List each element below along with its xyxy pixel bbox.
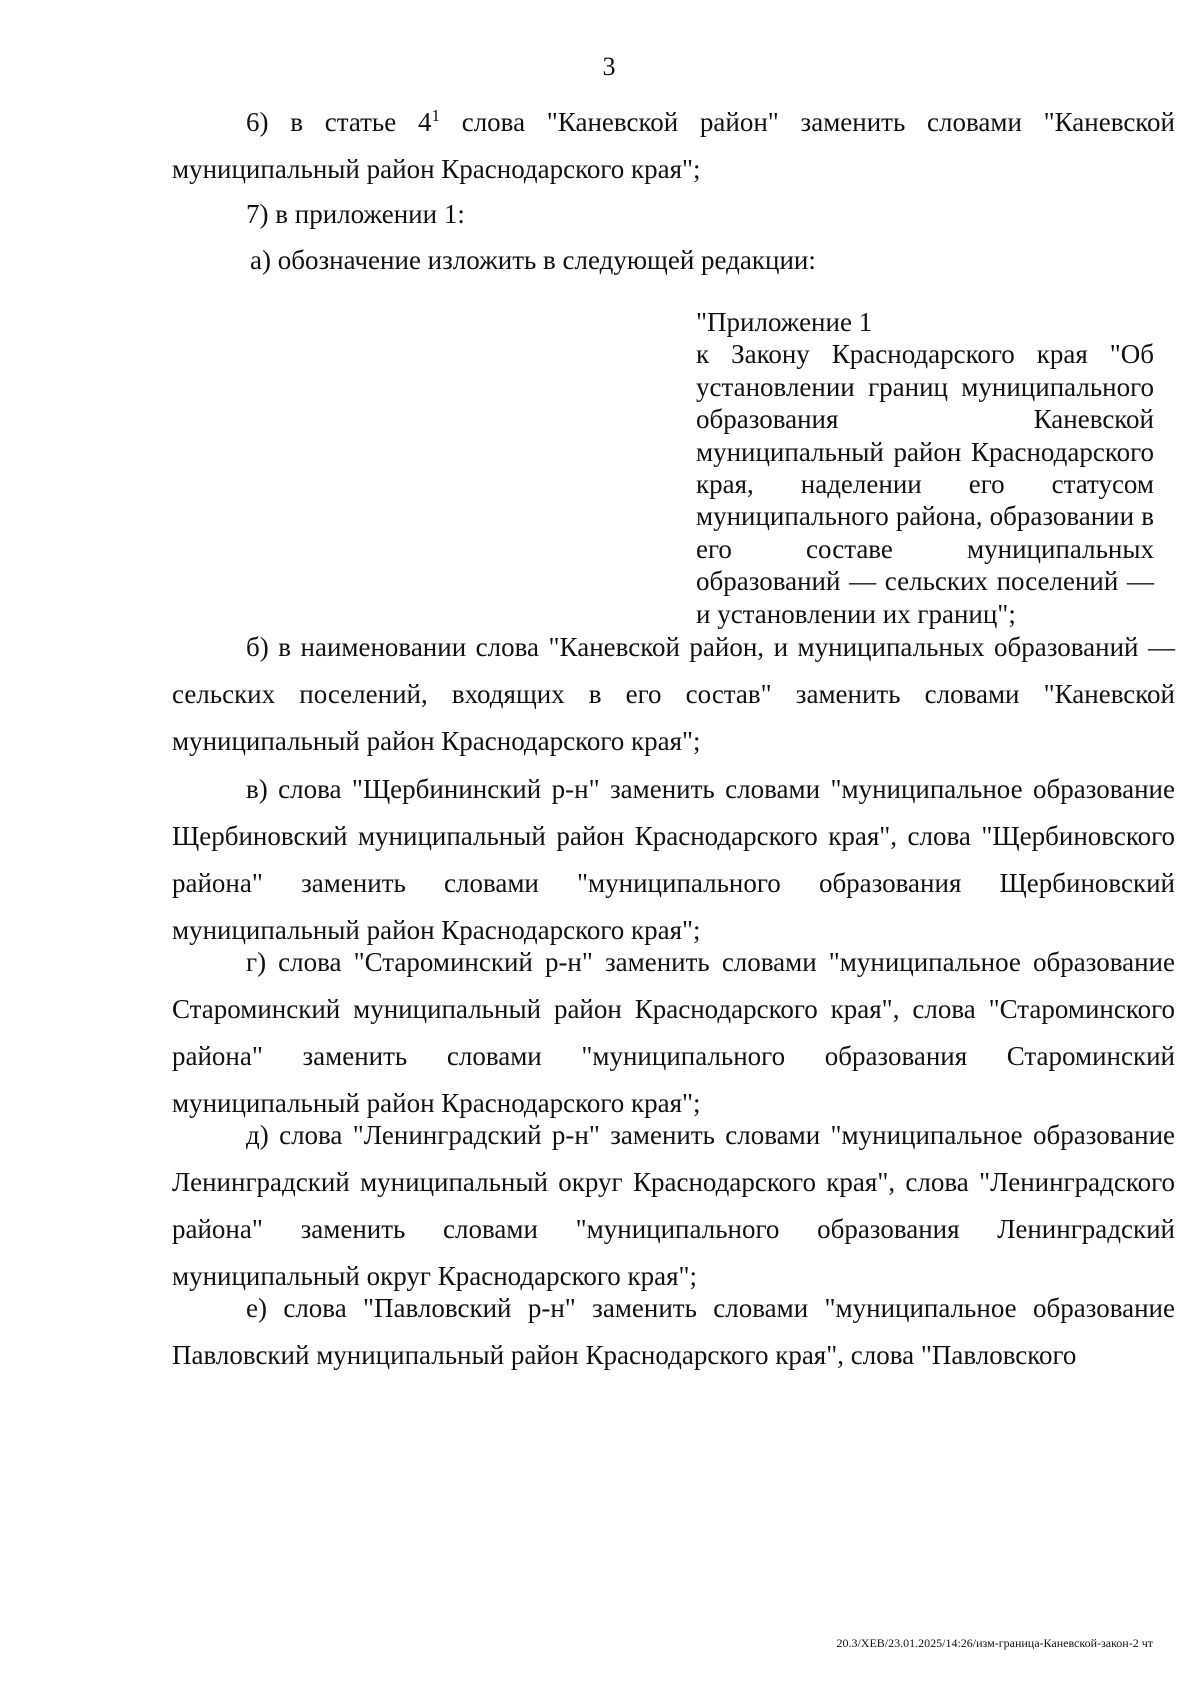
paragraph-item-7e: е) слова "Павловский р-н" заменить словами "муниципальное образование Павловский муниципальный район Краснодарского края", слова "Павловского [172,1293,1175,1370]
paragraph-item-7g: г) слова "Староминский р-н" заменить словами "муниципальное образование Староминский муниципальный район Краснодарского края", слова "Староминского района" заменить словами "муниципального образования Староминский муниципальный район Краснодарского края"; [172,947,1175,1118]
item-6-text-start: 6) в статье 4 [246,107,432,137]
paragraph-item-7a: а) обозначение изложить в следующей редакции: [250,245,816,275]
paragraph-item-7b: б) в наименовании слова "Каневской район, и муниципальных образований — сельских поселений, входящих в его состав" заменить словами "Каневской муниципальный район Краснодарского края"; [172,632,1175,756]
appendix-caption-body: к Закону Краснодарского края "Об установлении границ муниципального образования Каневской муниципальный район Краснодарского края, наделении его статусом муниципального района, образовании в его составе муниципальных образований — сельских поселений — и установлении их границ"; [696,339,1154,629]
paragraph-item-7: 7) в приложении 1: [246,199,465,229]
paragraph-item-7v: в) слова "Щербининский р-н" заменить словами "муниципальное образование Щербиновский муниципальный район Краснодарского края", слова "Щербиновского района" заменить словами "муниципального образования Щербиновский муниципальный район Краснодарского края"; [172,774,1175,945]
appendix-caption-title: "Приложение 1 [696,307,873,337]
item-6-superscript: 1 [431,106,440,125]
page-number: 3 [602,52,616,81]
paragraph-item-7d: д) слова "Ленинградский р-н" заменить словами "муниципальное образование Ленинградский муниципальный округ Краснодарского края", слова "Ленинградского района" заменить словами "муниципального образования Ленинградский муниципальный округ Краснодарского края"; [172,1120,1175,1291]
paragraph-item-6 [172,99,1175,193]
appendix-caption [696,306,1154,630]
item-6-text-end: слова "Каневской район" заменить словами "Каневской муниципальный район Краснодарского края"; [172,107,1175,184]
document-footer-code: 20.3/ХЕВ/23.01.2025/14:26/изм-граница-Каневской-закон-2 чт [836,1636,1153,1650]
